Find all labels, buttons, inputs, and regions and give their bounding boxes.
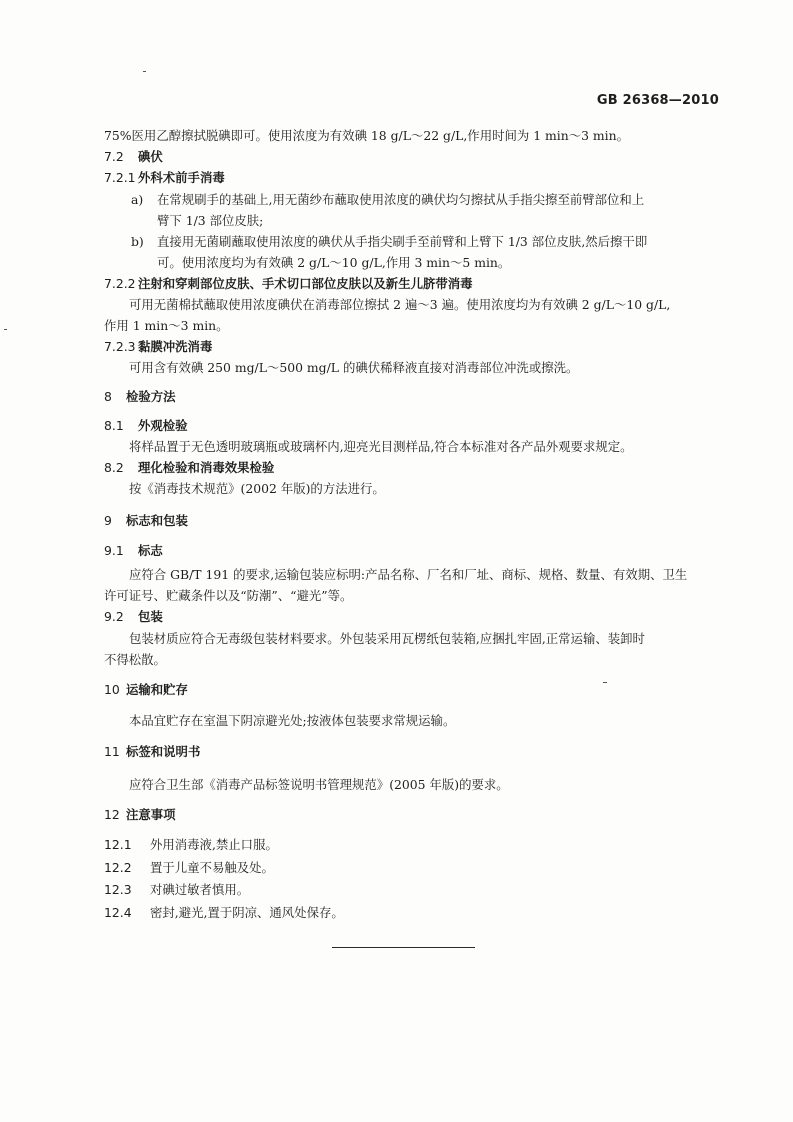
list-item-b-line2: 可。使用浓度均为有效碘 2 g/L～10 g/L,作用 3 min～5 min。: [157, 255, 511, 270]
section-title: 注射和穿刺部位皮肤、手术切口部位皮肤以及新生儿脐带消毒: [138, 276, 473, 291]
item-number: 12.4: [104, 905, 132, 920]
section-number: 7.2.1: [104, 170, 136, 185]
paragraph-line: 不得松散。: [104, 652, 166, 667]
list-item-12-3: [104, 882, 249, 898]
section-number: 7.2.2: [104, 276, 136, 291]
scan-speck: [603, 682, 607, 683]
item-text: 对碘过敏者慎用。: [150, 882, 250, 897]
paragraph-line: 按《消毒技术规范》(2002 年版)的方法进行。: [129, 481, 385, 496]
end-rule: [332, 947, 475, 948]
heading-8: [104, 389, 176, 405]
paragraph-line: 将样品置于无色透明玻璃瓶或玻璃杯内,迎亮光目测样品,符合本标准对各产品外观要求规定。: [129, 439, 633, 454]
paragraph-line: 可用含有效碘 250 mg/L～500 mg/L 的碘伏稀释液直接对消毒部位冲洗或擦洗。: [129, 360, 579, 375]
section-number: 10: [104, 682, 120, 697]
list-item-12-1: [104, 837, 278, 853]
section-number: 9.2: [104, 609, 124, 624]
scan-speck: [4, 329, 7, 330]
section-title: 检验方法: [126, 389, 176, 404]
item-number: 12.2: [104, 860, 132, 875]
heading-8-1: [104, 418, 188, 434]
section-title: 外科术前手消毒: [138, 170, 225, 185]
heading-9-1: [104, 543, 163, 559]
section-title: 标签和说明书: [126, 744, 201, 759]
list-item-b-line1: 直接用无菌刷蘸取使用浓度的碘伏从手指尖刷手至前臂和上臂下 1/3 部位皮肤,然后擦干即: [157, 234, 648, 249]
paragraph-line: 许可证号、贮藏条件以及“防潮”、“避光”等。: [104, 588, 353, 603]
list-item-a-line1: 在常规刷手的基础上,用无菌纱布蘸取使用浓度的碘伏均匀擦拭从手指尖擦至前臂部位和上: [157, 192, 645, 207]
heading-10: [104, 682, 188, 698]
item-text: 外用消毒液,禁止口服。: [150, 837, 278, 852]
paragraph-line: 本品宜贮存在室温下阴凉避光处;按液体包装要求常规运输。: [129, 713, 456, 728]
heading-7-2: [104, 149, 163, 165]
paragraph-line: 作用 1 min～3 min。: [104, 318, 229, 333]
section-number: 8: [104, 389, 112, 404]
scan-speck: [143, 71, 146, 72]
section-number: 8.1: [104, 418, 124, 433]
section-number: 8.2: [104, 460, 124, 475]
section-title: 注意事项: [126, 807, 176, 822]
list-item-a-line2: 臂下 1/3 部位皮肤;: [157, 213, 264, 228]
paragraph-line: 应符合卫生部《消毒产品标签说明书管理规范》(2005 年版)的要求。: [129, 777, 509, 792]
section-title: 理化检验和消毒效果检验: [138, 460, 275, 475]
item-text: 置于儿童不易触及处。: [150, 860, 274, 875]
section-number: 9: [104, 513, 112, 528]
heading-9: [104, 513, 188, 529]
section-number: 9.1: [104, 543, 124, 558]
section-title: 碘伏: [138, 149, 163, 164]
section-number: 7.2: [104, 149, 124, 164]
item-number: 12.3: [104, 882, 132, 897]
heading-12: [104, 807, 176, 823]
paragraph-line: 可用无菌棉拭蘸取使用浓度碘伏在消毒部位擦拭 2 遍～3 遍。使用浓度均为有效碘 2 g/L～10 g/L,: [129, 297, 671, 312]
section-number: 12: [104, 807, 120, 822]
item-text: 密封,避光,置于阴凉、通风处保存。: [150, 905, 344, 920]
heading-7-2-2: [104, 276, 473, 292]
list-item-a-label: a): [131, 192, 144, 207]
section-title: 标志: [138, 543, 163, 558]
section-number: 11: [104, 744, 120, 759]
paragraph-line: 75%医用乙醇擦拭脱碘即可。使用浓度为有效碘 18 g/L～22 g/L,作用时间为 1 min～3 min。: [104, 128, 630, 143]
heading-7-2-1: [104, 170, 225, 186]
list-item-12-4: [104, 905, 344, 921]
paragraph-line: 包装材质应符合无毒级包装材料要求。外包装采用瓦楞纸包装箱,应捆扎牢固,正常运输、装卸时: [129, 631, 645, 646]
section-title: 外观检验: [138, 418, 188, 433]
paragraph-line: 应符合 GB/T 191 的要求,运输包装应标明:产品名称、厂名和厂址、商标、规格、数量、有效期、卫生: [129, 567, 688, 582]
heading-9-2: [104, 609, 163, 625]
section-number: 7.2.3: [104, 339, 136, 354]
list-item-b-label: b): [131, 234, 144, 249]
section-title: 运输和贮存: [126, 682, 188, 697]
heading-8-2: [104, 460, 274, 476]
section-title: 包装: [138, 609, 163, 624]
section-title: 黏膜冲洗消毒: [138, 339, 213, 354]
item-number: 12.1: [104, 837, 132, 852]
list-item-12-2: [104, 860, 274, 876]
section-title: 标志和包装: [126, 513, 188, 528]
heading-7-2-3: [104, 339, 212, 355]
heading-11: [104, 744, 200, 760]
standard-code-header: GB 26368—2010: [596, 93, 719, 108]
